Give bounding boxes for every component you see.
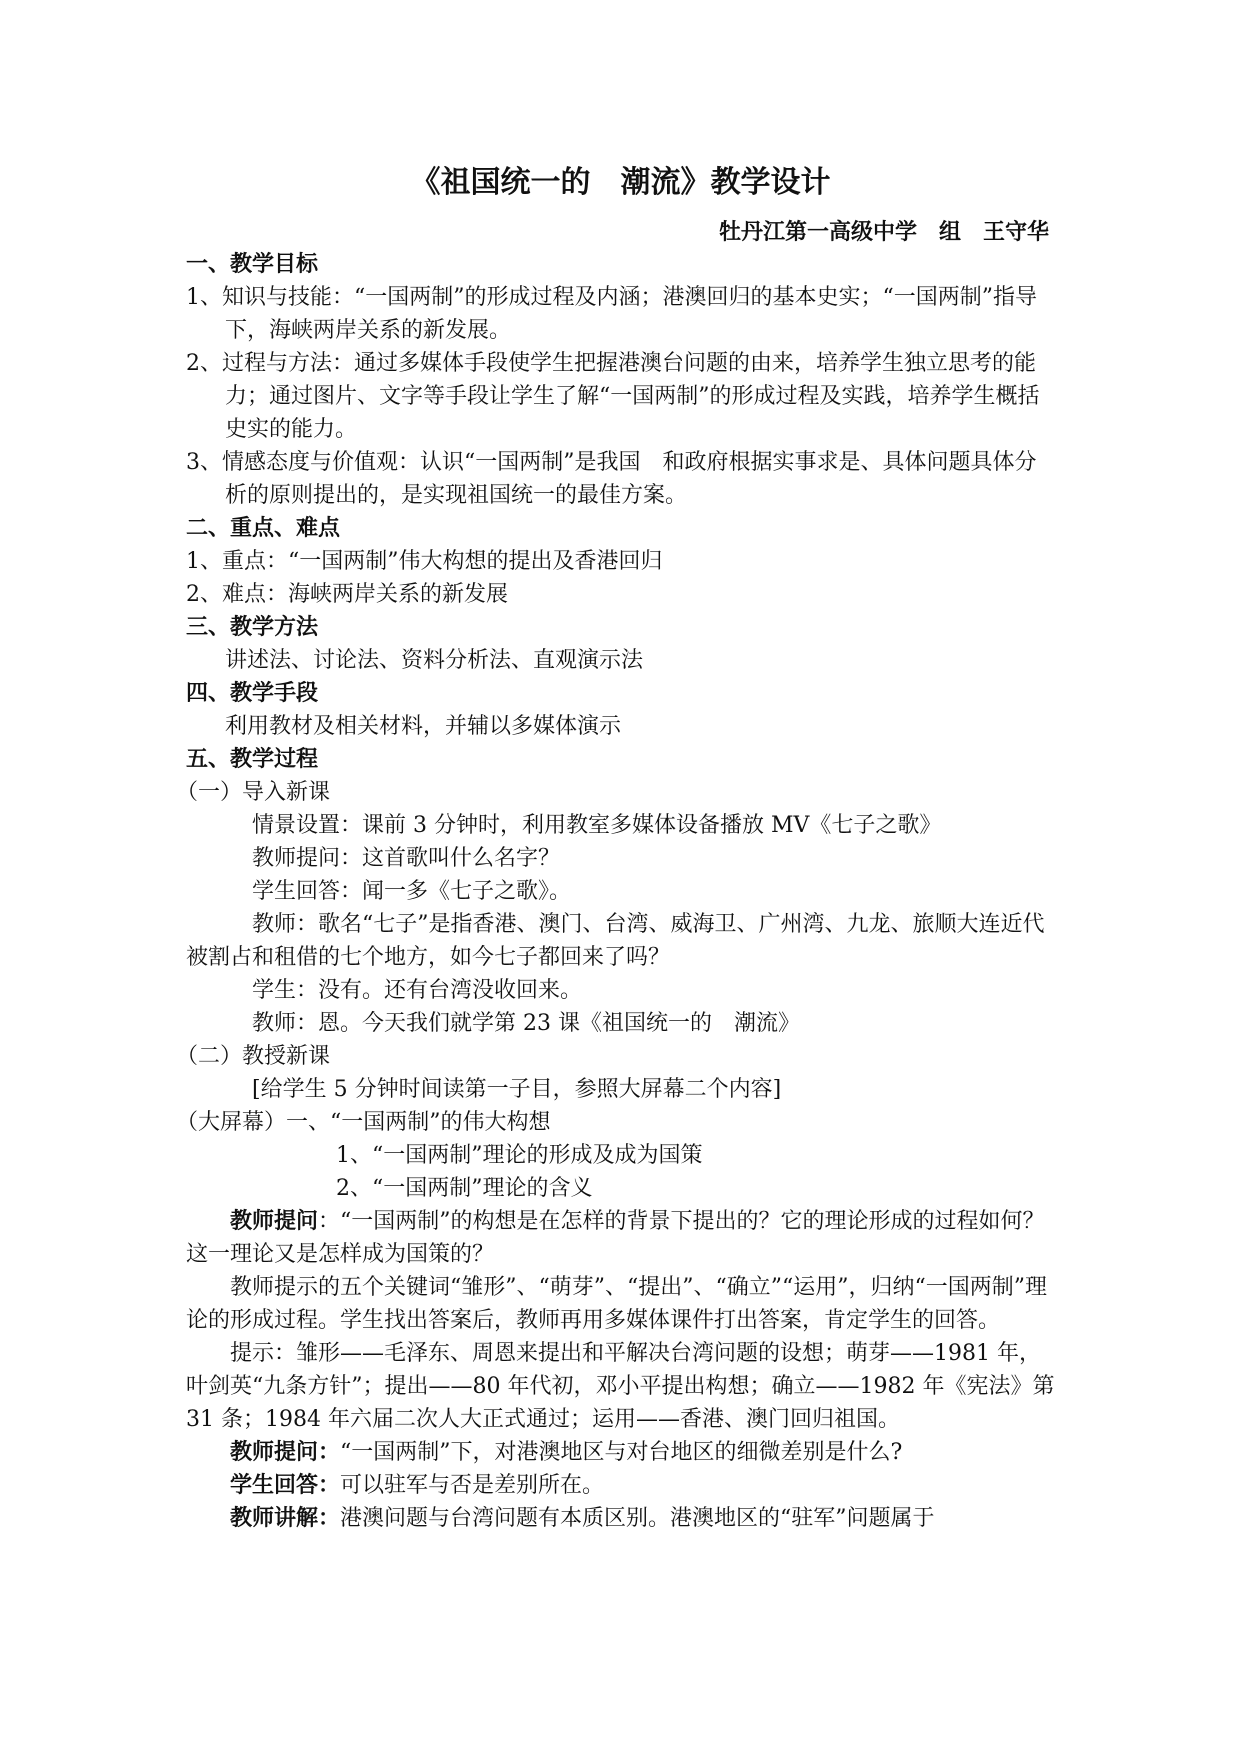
speaker-label: 教师提问： <box>230 1440 341 1465</box>
teacher-question-paragraph <box>186 1205 1056 1271</box>
screen-heading: （大屏幕）一、“一国两制”的伟大构想 <box>176 1110 551 1135</box>
document-body <box>176 248 1056 1535</box>
teacher-explanation-paragraph <box>186 1502 1056 1535</box>
teacher-question-paragraph <box>186 1436 1056 1469</box>
means-text: 利用教材及相关材料，并辅以多媒体演示 <box>225 714 622 739</box>
intro-line: 学生：没有。还有台湾没收回来。 <box>252 978 583 1003</box>
paragraph-text: ：“一国两制”的构想是在怎样的背景下提出的？它的理论形成的过程如何？这一理论又是怎样成为国策的？ <box>186 1209 1045 1267</box>
intro-line: 教师：恩。今天我们就学第 23 课《祖国统一的 潮流》 <box>252 1011 800 1036</box>
section-heading-objectives: 一、教学目标 <box>186 252 319 277</box>
student-answer-paragraph <box>186 1469 1056 1502</box>
speaker-label: 学生回答： <box>230 1473 341 1498</box>
section-heading-key-points: 二、重点、难点 <box>186 516 341 541</box>
document-title: 《祖国统一的 潮流》教学设计 <box>410 165 831 200</box>
intro-line: 情景设置：课前 3 分钟时，利用教室多媒体设备播放 MV《七子之歌》 <box>252 813 942 838</box>
speaker-label: 教师提问 <box>230 1209 319 1234</box>
document-author: 牡丹江第一高级中学 组 王守华 <box>718 220 1049 245</box>
methods-text: 讲述法、讨论法、资料分析法、直观演示法 <box>225 648 644 673</box>
subsection-new-lesson: （二）教授新课 <box>176 1044 331 1069</box>
section-heading-process: 五、教学过程 <box>186 747 319 772</box>
key-point-item: 1、重点：“一国两制”伟大构想的提出及香港回归 <box>186 549 663 574</box>
speaker-label: 教师讲解： <box>230 1506 341 1531</box>
section-heading-methods: 三、教学方法 <box>186 615 319 640</box>
intro-line: 教师提问：这首歌叫什么名字？ <box>252 846 561 871</box>
paragraph-text: 可以驻军与否是差别所在。 <box>340 1473 605 1498</box>
objective-item-1: 1、知识与技能：“一国两制”的形成过程及内涵；港澳回归的基本史实；“一国两制”指导下，海峡两岸关系的新发展。 <box>186 285 1037 343</box>
screen-item-1: 1、“一国两制”理论的形成及成为国策 <box>336 1143 703 1168</box>
screen-item-2: 2、“一国两制”理论的含义 <box>336 1176 593 1201</box>
objective-item-2: 2、过程与方法：通过多媒体手段使学生把握港澳台问题的由来，培养学生独立思考的能力；通过图片、文字等手段让学生了解“一国两制”的形成过程及实践，培养学生概括史实的能力。 <box>186 351 1040 442</box>
subsection-intro: （一）导入新课 <box>176 780 331 805</box>
intro-line: 学生回答：闻一多《七子之歌》。 <box>252 879 572 904</box>
intro-line: 教师：歌名“七子”是指香港、澳门、台湾、威海卫、广州湾、九龙、旅顺大连近代被割占和租借的七个地方，如今七子都回来了吗？ <box>186 912 1045 970</box>
paragraph-text: “一国两制”下，对港澳地区与对台地区的细微差别是什么? <box>340 1440 903 1465</box>
lesson-instruction: [给学生 5 分钟时间读第一子目，参照大屏幕二个内容] <box>252 1077 782 1102</box>
difficulty-item: 2、难点：海峡两岸关系的新发展 <box>186 582 508 607</box>
hint-paragraph: 提示：雏形——毛泽东、周恩来提出和平解决台湾问题的设想；萌芽——1981 年，叶剑英“九条方针”；提出——80 年代初，邓小平提出构想；确立——1982 年《宪法》第 31 条；1984 年六届二次人大正式通过；运用——香港、澳门回归祖国。 <box>186 1341 1055 1432</box>
keywords-paragraph: 教师提示的五个关键词“雏形”、“萌芽”、“提出”、“确立”“运用”，归纳“一国两制”理论的形成过程。学生找出答案后，教师再用多媒体课件打出答案，肯定学生的回答。 <box>186 1275 1047 1333</box>
objective-item-3: 3、情感态度与价值观：认识“一国两制”是我国 和政府根据实事求是、具体问题具体分析的原则提出的，是实现祖国统一的最佳方案。 <box>186 450 1037 508</box>
section-heading-means: 四、教学手段 <box>186 681 319 706</box>
paragraph-text: 港澳问题与台湾问题有本质区别。港澳地区的“驻军”问题属于 <box>340 1506 935 1531</box>
